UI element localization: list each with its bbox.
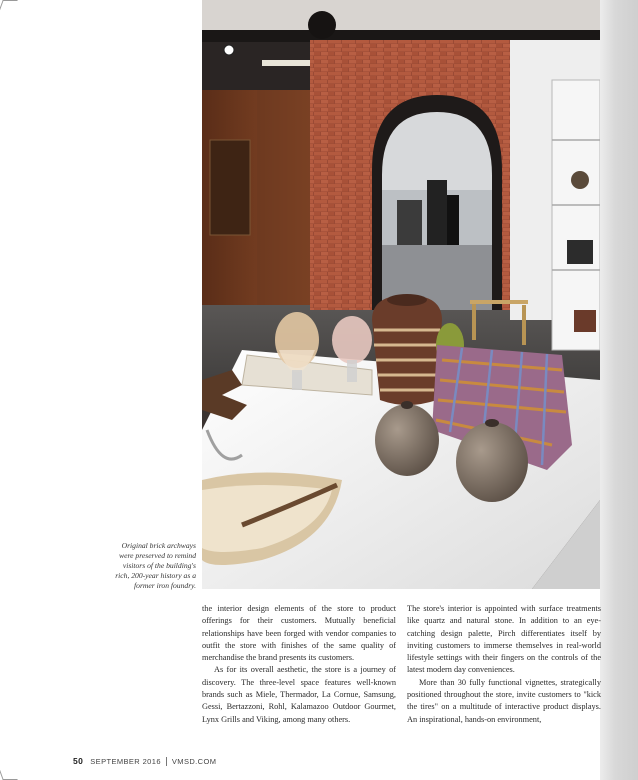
article-column-left (202, 603, 396, 726)
caption-line: were preserved to remind (119, 551, 196, 560)
store-interior-photo (202, 0, 600, 589)
issue-date: SEPTEMBER 2016 (90, 756, 161, 766)
photo-illustration (202, 0, 600, 589)
article-paragraph: As for its overall aesthetic, the store is a journey of discovery. The three-level space features well-known brands such as Miele, Thermador, La Cornue, Samsung, Gessi, Bertazzoni, Rohl, Kalamazoo Outdoor Gourmet, Lynx Grills and Viking, among many others. (202, 665, 396, 724)
crop-mark-bottom-left (0, 765, 18, 780)
page-gutter-shadow (600, 0, 638, 780)
footer-divider (166, 757, 167, 766)
caption-line: Original brick archways (121, 541, 196, 550)
site-name: VMSD.COM (171, 756, 217, 766)
caption-line: former iron foundry. (134, 581, 196, 590)
article-paragraph: More than 30 fully functional vignettes, strategically positioned throughout the store, invite customers to "kick the tires" on a multitude of interactive product displays. An inspirational, hands-on environment, (407, 677, 601, 724)
photo-caption (100, 541, 196, 591)
article-column-right (407, 603, 601, 726)
caption-line: rich, 200-year history as a (115, 571, 196, 580)
crop-mark-top-left (0, 0, 18, 15)
page-footer (73, 755, 216, 767)
page-number: 50 (73, 756, 84, 766)
article-paragraph: the interior design elements of the store to product offerings for their customers. Mutually beneficial relationships have been forged with vendor companies to outfit the store with finishes of the same quality of merchandise the brand presents its customers. (202, 604, 396, 663)
article-paragraph: The store's interior is appointed with surface treatments like quartz and natural stone. In addition to an eye-catching design palette, Pirch differentiates itself by inviting customers to immerse themselves in real-world lifestyle settings with their fingers on the controls of the latest modern day conveniences. (407, 604, 601, 675)
caption-line: visitors of the building's (122, 561, 196, 570)
